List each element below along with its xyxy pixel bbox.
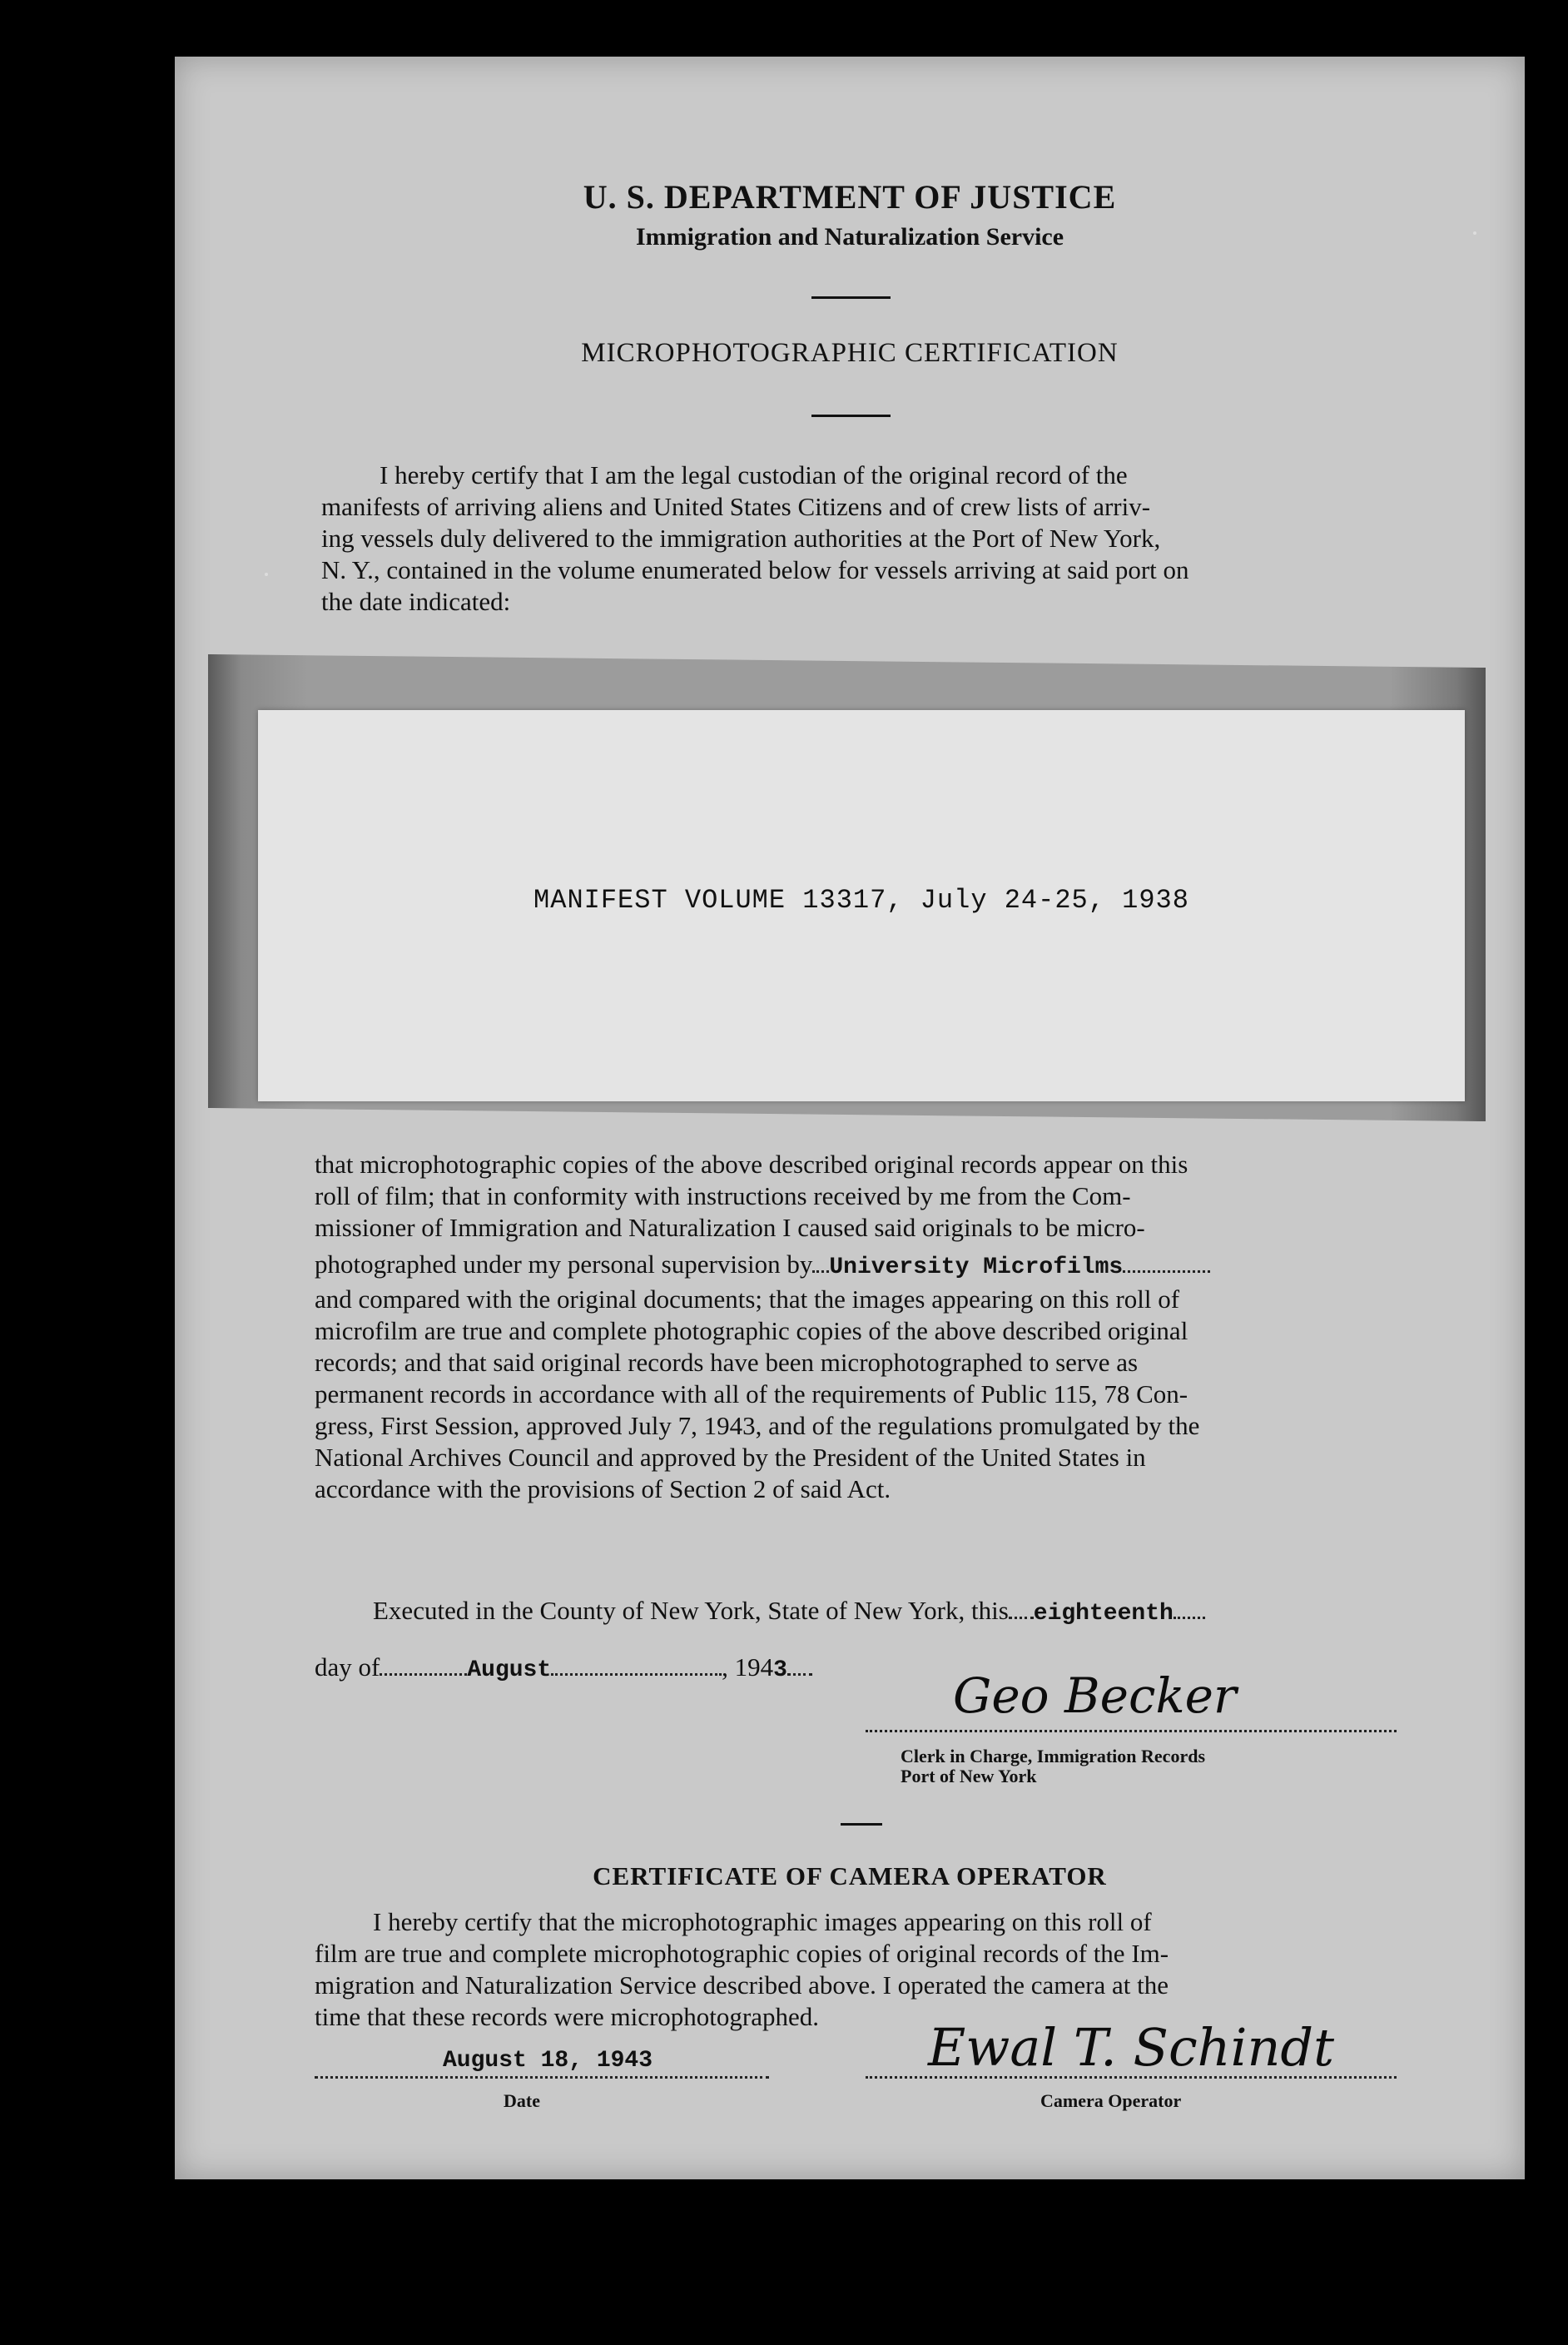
camera-certificate-title: CERTIFICATE OF CAMERA OPERATOR — [593, 1861, 1107, 1890]
body-line: microfilm are true and complete photographic copies of the above described original — [315, 1316, 1188, 1345]
certificate-date: August 18, 1943 — [443, 2048, 653, 2074]
execution-prefix: Executed in the County of New York, State of New York, this — [373, 1596, 1009, 1625]
body-line: records; and that said original records have been microphotographed to serve as — [315, 1348, 1139, 1377]
microfilm-company: University Microfilms — [829, 1254, 1124, 1280]
dotted-leader — [1174, 1617, 1205, 1619]
execution-day: eighteenth — [1033, 1601, 1174, 1627]
service-subheading: Immigration and Naturalization Service — [635, 223, 1064, 251]
body-line: missioner of Immigration and Naturalization I caused said originals to be micro- — [315, 1213, 1145, 1242]
intro-line: N. Y., contained in the volume enumerated below for vessels arriving at said port on — [321, 555, 1189, 584]
divider — [841, 1823, 882, 1826]
intro-line: I hereby certify that I am the legal custodian of the original record of the — [380, 460, 1128, 489]
dotted-leader — [551, 1673, 722, 1676]
camera-line: time that these records were microphotographed. — [315, 2002, 819, 2031]
camera-line: film are true and complete microphotographic copies of original records of the Im- — [315, 1939, 1169, 1968]
divider — [811, 296, 891, 299]
certification-title: MICROPHOTOGRAPHIC CERTIFICATION — [581, 338, 1119, 368]
execution-month: August — [467, 1657, 552, 1683]
body-line: gress, First Session, approved July 7, 1943, and of the regulations promulgated by the — [315, 1411, 1200, 1440]
intro-paragraph — [321, 460, 1397, 618]
body-line: and compared with the original documents; that the images appearing on this roll of — [315, 1284, 1180, 1314]
certificate-sheet — [175, 57, 1525, 2179]
clerk-signature: Geo Becker — [953, 1667, 1237, 1724]
operator-label: Camera Operator — [1040, 2090, 1182, 2111]
divider — [811, 415, 891, 417]
body-line: roll of film; that in conformity with instructions received by me from the Com- — [315, 1181, 1131, 1210]
clerk-title — [901, 1746, 1205, 1786]
film-speck — [265, 573, 268, 576]
dotted-leader — [787, 1673, 812, 1676]
dotted-leader — [380, 1673, 467, 1676]
body-line: National Archives Council and approved by the President of the United States in — [315, 1443, 1146, 1472]
dotted-leader — [1009, 1617, 1034, 1619]
body-line: accordance with the provisions of Section 2 of said Act. — [315, 1474, 891, 1503]
supervision-line — [315, 1249, 1397, 1284]
body-paragraph — [315, 1149, 1397, 1505]
camera-line: I hereby certify that the microphotographic images appearing on this roll of — [373, 1907, 1152, 1936]
camera-line: migration and Naturalization Service described above. I operated the camera at the — [315, 1970, 1169, 2000]
department-heading: U. S. DEPARTMENT OF JUSTICE — [583, 178, 1117, 216]
manifest-volume-label: MANIFEST VOLUME 13317, July 24-25, 1938 — [533, 885, 1189, 916]
clerk-title-line: Port of New York — [901, 1766, 1037, 1786]
supervision-prefix: photographed under my personal supervision by — [315, 1250, 813, 1279]
body-line: that microphotographic copies of the above described original records appear on this — [315, 1150, 1188, 1179]
dotted-leader — [812, 1270, 829, 1273]
volume-strip — [258, 710, 1465, 1101]
intro-line: the date indicated: — [321, 587, 511, 616]
body-line: permanent records in accordance with all of the requirements of Public 115, 78 Con- — [315, 1379, 1188, 1408]
year-prefix: , 194 — [722, 1652, 774, 1682]
operator-signature: Ewal T. Schindt — [928, 2017, 1334, 2078]
dotted-leader — [1123, 1270, 1210, 1273]
date-label: Date — [504, 2090, 540, 2111]
intro-line: manifests of arriving aliens and United States Citizens and of crew lists of arriv- — [321, 492, 1151, 521]
year-digit: 3 — [773, 1657, 787, 1683]
intro-line: ing vessels duly delivered to the immigration authorities at the Port of New York, — [321, 524, 1161, 553]
execution-line — [315, 1595, 1397, 1630]
day-of-label: day of — [315, 1652, 380, 1682]
clerk-signature-line — [866, 1675, 1397, 1732]
camera-certificate-paragraph — [315, 1906, 1397, 2033]
clerk-title-line: Clerk in Charge, Immigration Records — [901, 1746, 1206, 1766]
